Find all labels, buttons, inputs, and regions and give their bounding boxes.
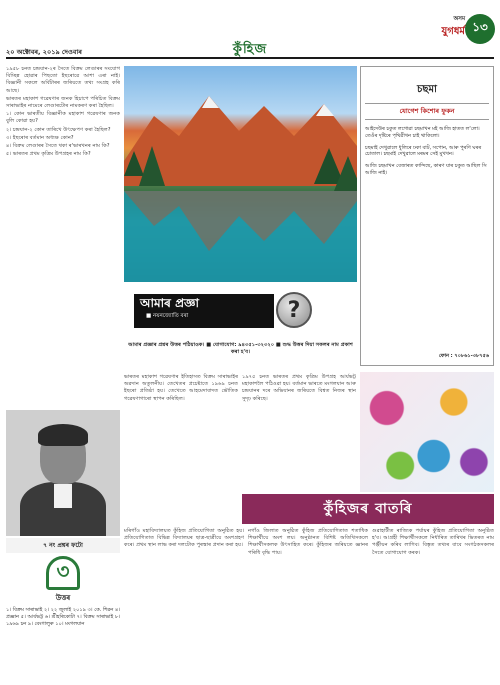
portrait-caption: ৭ নং প্ৰশ্নৰ ফটো	[6, 538, 120, 553]
quiz-question: ১। কোন ভাৰতীয় বিজ্ঞানীক মহাকাশ গৱেষণাৰ জনক বুলি কোৱা হয়?	[6, 111, 120, 125]
news-column: গুৱাহাটীত ৰাজ্যিক পৰ্যায়ৰ কুঁহিজ প্ৰতিযোগিতা অনুষ্ঠিত হ'ব। আগ্ৰহী শিক্ষাৰ্থীসকলে নিৰ্ধাৰিত তাৰিখৰ ভিতৰত নাম পঞ্জীয়ন কৰিব লাগিব। বিস্তৃত তথ্যৰ বাবে সংগঠকসকলৰ সৈতে যোগাযোগ কৰক।	[372, 528, 494, 556]
mid-article-2: ১৯৭৫ চনত ভাৰতৰ প্ৰথম কৃত্ৰিম উপগ্ৰহ আৰ্যভট্ট মহাকাশলৈ পঠিওৱা হয়। বৰ্তমান ভাৰতে মংগলযান আৰু চন্দ্ৰযানৰ দৰে অভিযানৰ জৰিয়তে বিশ্বত নিজৰ স্থান সুদৃঢ় কৰিছে।	[242, 374, 356, 402]
section-title: কুঁহিজ	[232, 42, 268, 57]
portrait-collar	[54, 484, 72, 508]
poem-phone: ফোন : ৭০৮৬১-৩৮৭৫৬	[438, 353, 489, 359]
poem-box	[360, 66, 494, 366]
quiz-question: ২। চন্দ্ৰযান-২ কোন তাৰিখে উৎক্ষেপণ কৰা হৈছিল?	[6, 126, 111, 133]
news-banner: কুঁহিজৰ বাতৰি	[242, 494, 494, 524]
left-article	[6, 66, 120, 158]
header-rule	[6, 57, 494, 59]
page-header	[0, 0, 500, 64]
quiz-title: আমাৰ প্ৰজ্ঞা	[140, 296, 199, 310]
issue-date: ২০ অক্টোবৰ, ২০১৯ দেওবাৰ	[6, 48, 82, 56]
page-number: ১৩	[465, 14, 495, 44]
mountain-lake-illustration	[124, 66, 357, 282]
news-column: নগাঁও জিলাত অনুষ্ঠিত কুঁহিজ প্ৰতিযোগিতাত শতাধিক শিক্ষাৰ্থীয়ে অংশ লয়। অনুষ্ঠানত বিশিষ্ট অতিথিসকলে শিক্ষাৰ্থীসকলক উৎসাহিত কৰে। কুঁহিজৰ জৰিয়তে জ্ঞানৰ পৰিধি বৃদ্ধি পায়।	[248, 528, 368, 556]
poem-stanza: আইদেউৰ চকুত লগোৱা চছমাখন মই আজি হাতত ল'লো। তেওঁৰ দৃষ্টিৰে পৃথিৱীখন চাই থাকিলো।	[365, 126, 480, 139]
answer-box	[6, 552, 120, 680]
masthead	[405, 16, 465, 41]
quiz-note: আমাৰ প্ৰজ্ঞাৰ প্ৰশ্নৰ উত্তৰ পঠিয়াওক। ■ যোগাযোগ: ৯৪৩৫১-৩২৩২০ ■ শুদ্ধ উত্তৰ দিয়া সকলৰ নাম প্ৰকাশ কৰা হ'ব।	[128, 342, 353, 355]
quiz-question: ৪। বিক্ৰম লেণ্ডাৰৰ সৈতে থকা ৰ'ভাৰখনৰ নাম কি?	[6, 143, 110, 150]
article-paragraph: ১৯৫৮ চনত চন্দ্ৰযান-২ৰ সৈতে বিক্ৰম লেণ্ডাৰৰ সংযোগ বিচ্ছিন্ন হোৱাৰ পিছতো ইছৰোৱে আশা এৰা নাই। বিজ্ঞানী সকলে অৰ্বিটাৰৰ জৰিয়তে তথ্য সংগ্ৰহ কৰি আছে।	[6, 66, 120, 94]
quiz-banner	[124, 288, 357, 336]
landscape-photo	[124, 66, 357, 282]
portrait-hair	[38, 424, 88, 446]
mid-article-1: ভাৰতৰ মহাকাশ গৱেষণাৰ ইতিহাসত বিক্ৰম সাৰাভাইৰ অৱদান অতুলনীয়। তেখেতৰ প্ৰচেষ্টাতে ১৯৬৯ চনত ইছৰো প্ৰতিষ্ঠা হয়। তেখেতে আহমেদাবাদত ভৌতিক গৱেষণাগাৰো স্থাপন কৰিছিল।	[124, 374, 238, 402]
poem-body	[365, 126, 489, 177]
poem-author: যোগেশ কিশোৰ ফুকন	[365, 103, 489, 120]
article-paragraph: ভাৰতৰ মহাকাশ গৱেষণাৰ জনক হিচাপে পৰিচিত বিক্ৰম সাৰাভাইৰ নামেৰে লেণ্ডাৰটোৰ নামকৰণ কৰা হৈছিল।	[6, 95, 120, 110]
poem-stanza: আজি চছমাখন বেজাৰত কান্দিছে, কাৰণ যাৰ চকুত আছিল সি আজি নাই।	[365, 163, 487, 176]
poem-title: চছমা	[417, 84, 437, 95]
question-mark-icon: ?	[276, 292, 312, 328]
quiz-question: ৩। ইছৰোৰ বৰ্তমান অধ্যক্ষ কোন?	[6, 134, 74, 141]
abstract-artwork	[360, 372, 494, 492]
poem-stanza: চছমাই দেখুৱালে ধুলিৰে ঢকা বাট, সপোন, আৰু পুৰণি ঘৰৰ চোতাল। চছমাই দেখুৱালে মৰমৰ সেই মুখখন।	[365, 144, 482, 158]
quiz-question: ৫। ভাৰতৰ প্ৰথম কৃত্ৰিম উপগ্ৰহৰ নাম কি?	[6, 151, 91, 158]
masthead-logo: যুগধৰ্ম	[441, 26, 465, 37]
news-column: মৰিগাঁও মহাবিদ্যালয়ত কুঁহিজ প্ৰতিযোগিতা অনুষ্ঠিত হয়। প্ৰতিযোগিতাত বিভিন্ন বিদ্যালয়ৰ ছাত্ৰ-ছাত্ৰীয়ে অংশগ্ৰহণ কৰে। প্ৰথম স্থান লাভ কৰা দলটোক পুৰস্কাৰ প্ৰদান কৰা হয়।	[124, 528, 244, 549]
answer-text: ১। বিক্ৰম সাৰাভাই ২। ২২ জুলাই ২০১৯ ৩। কে. শিৱন ৪। প্ৰজ্ঞান ৫। আৰ্যভট্ট ৬। শ্ৰীহৰিকোটা ৭। বিক্ৰম সাৰাভাই ৮। ১৯৬৯ চন ৯। বেংগালুৰু ১০। মংগলযান	[6, 607, 120, 627]
answer-logo-icon: ৩	[46, 556, 80, 590]
masthead-small: অসম	[453, 16, 465, 22]
quiz-author: ■ নয়নজ্যোতি বৰা	[146, 313, 189, 319]
answer-title: উত্তৰ	[55, 594, 71, 602]
portrait-photo	[6, 410, 120, 536]
